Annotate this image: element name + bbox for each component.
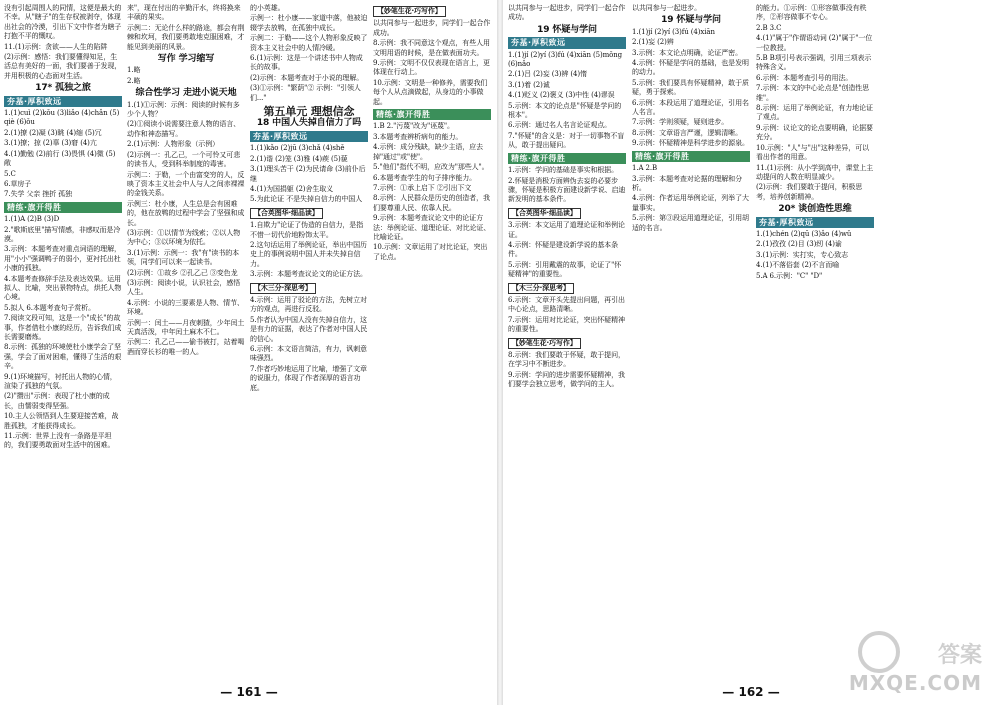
lesson-heading: 18 中国人失掉自信力了吗 xyxy=(256,118,362,129)
answer-item: (3)示例：阅读小说，认识社会，感悟人生。 xyxy=(127,278,241,297)
answer-item: 11.(1)示例：贪欲——人生的陷阱 xyxy=(4,42,108,51)
answer-item: 3.(1)着 (2)诚 xyxy=(508,80,550,89)
answer-item: 8.示例：文章语言严谨，逻辑清晰。 xyxy=(632,128,742,137)
answer-item: 2.(1)撩 (2)凝 (3)眺 (4)缩 (5)冗 xyxy=(4,128,102,137)
answer-item: 2.(1)谐 (2)笼 (3)雅 (4)蒺 (5)藐 xyxy=(250,154,348,163)
answer-item: 8.示例：孤独的环境使杜小康学会了坚强，学会了面对困难，懂得了生活的艰辛。 xyxy=(4,343,122,371)
watermark-glyph: 答案 xyxy=(937,643,982,668)
answer-item: 9.(1)环境描写，衬托出人物的心情，渲染了孤独的气氛。 xyxy=(4,372,117,391)
answer-item: (2)示例一：孔乙己，一个可怜又可悲的读书人，受到科举制度的毒害。 xyxy=(127,150,241,169)
answer-item: 1.(1)A (2)B (3)D xyxy=(4,215,60,224)
answer-item: 9.示例：议论文的论点要明确，论据要充分。 xyxy=(756,123,873,142)
answer-item: 6.示例：本题考查引号的用法。 xyxy=(756,73,853,82)
answer-item: (2)示例：我们要敢于提问，积极思考，培养创新精神。 xyxy=(756,183,863,201)
answer-item: 1.(1)jí (2)yí (3)fú (4)xiān xyxy=(632,27,715,36)
answer-item: 6.草房子 xyxy=(4,179,32,188)
subsection-tag: 【合英图华·细品读】 xyxy=(250,208,323,219)
answer-item: 7."怀疑"的含义是：对于一切事物不盲从，敢于提出疑问。 xyxy=(508,131,625,150)
answer-item: (2)示例：①故乡 ②孔乙己 ③变色龙 xyxy=(127,268,238,277)
answer-item: 9.示例：学问的进步需要怀疑精神，我们要学会独立思考，做学问的主人。 xyxy=(508,370,625,389)
answer-item: 7.示例：学则须疑，疑则进步。 xyxy=(632,118,729,127)
answer-item: (2)示例：感悟：我们要懂得知足，生活总有美好的一面，我们要善于发现，并用积极的心态面对生活。 xyxy=(4,53,122,80)
answer-item: 5.作者认为中国人没有失掉自信力，这是有力的证据，表达了作者对中国人民的信心。 xyxy=(250,315,368,343)
answer-item: 3.(1)示例：示例一：我"有"读书的本领，同学们可以来一起读书。 xyxy=(127,248,240,267)
answer-item: 4.(1)不落俗套 (2)不言而喻 xyxy=(756,261,840,270)
answer-item: 7.失学 父亲 挫折 孤独 xyxy=(4,190,73,199)
answer-item: (2)"攒出"示例：表现了杜小康的成长，由懦弱变得坚强。 xyxy=(4,392,110,410)
section-banner: 夯基·厚积致远 xyxy=(508,37,626,48)
answer-item: 示例一：杜小康——家道中落，他被迫辍学去放鸭，在孤独中成长。 xyxy=(250,14,368,32)
answer-item: 2.(1)孜孜 (2)目 (3)纫 (4)谕 xyxy=(756,240,842,249)
answer-item: 1.示例：学问的基础是事实和根据。 xyxy=(508,166,618,175)
answer-item: 2.B 3.C xyxy=(756,23,782,32)
answer-item: 1.(1)jí (2)yí (3)fú (4)xiān (5)mǒng (6)nǎo xyxy=(508,50,623,69)
right-column-3 xyxy=(756,4,874,282)
left-column-2 xyxy=(127,4,245,358)
right-page xyxy=(502,0,1000,705)
answer-item: 6.示例：文章开头先提出问题，再引出中心论点，思路清晰。 xyxy=(508,295,625,314)
answer-item: 7.示例：①承上启下 ②引出下文 xyxy=(373,183,472,192)
answer-item: 2."歌斯底里"描写情感，非感叹而是冷漠。 xyxy=(4,225,121,243)
answer-item: 1.略 xyxy=(127,66,141,75)
answer-item: 2.怀疑是消极方面辨伪去妄的必要步骤，怀疑是积极方面建设新学说、启迪新发明的基本条件。 xyxy=(508,176,626,204)
answer-item: 2.略 xyxy=(127,76,141,85)
answer-item: 5.拟人 6.本题考查句子赏析。 xyxy=(4,303,95,312)
right-column-1 xyxy=(508,4,626,391)
text-block: 的能力。①示例：①形容做事没有秩序，②形容做事不专心。 xyxy=(756,4,867,22)
page-number: — 162 — xyxy=(722,685,780,699)
section-banner: 精练·旗开得胜 xyxy=(508,153,626,164)
answer-item: 3.示例：本题考查对论据的理解和分析。 xyxy=(632,174,742,192)
text-block: 没有引起周围人的同情，这便是最大的不幸。从"瞎子"的生存权被剥夺，体现出社会的冷漠，引出下文中作者为瞎子打抱不平的慨叹。 xyxy=(4,4,122,41)
answer-item: 5.B B项引号表示强调，引用三项表示特殊含义。 xyxy=(756,54,872,72)
answer-item: 8.示例：运用了举例论证，有力地论证了观点。 xyxy=(756,104,873,122)
answer-item: 2.(1)示例：人物形象（示例） xyxy=(127,140,219,149)
answer-item: 3.示例：本文论点明确，论证严密。 xyxy=(632,48,742,57)
answer-item: (3)①示例："繁荫"② 示例："引领人们..." xyxy=(250,84,361,102)
left-column-1 xyxy=(4,4,122,452)
answer-item: 8.示例：我们要敢于怀疑，敢于提问，在学习中不断进步。 xyxy=(508,351,625,369)
section-banner: 精练·旗开得胜 xyxy=(632,151,750,162)
answer-item: 4.本题考查修辞手法及表达效果。运用拟人、比喻，突出景物特点，烘托人物心境。 xyxy=(4,274,122,302)
text-block: 的小英雄。 xyxy=(250,4,285,12)
answer-item: 4.(1)为国捐躯 (2)舍生取义 xyxy=(250,184,334,193)
answer-item: 6.示例：本段运用了道理论证，引用名人名言。 xyxy=(632,98,749,117)
answer-item: 4.(1)"属于"作谓语动词 (2)"属于"一位一位教授。 xyxy=(756,34,873,52)
answer-item: 5."他们"指代不明，应改为"那些人"。 xyxy=(373,163,489,172)
answer-item: 示例二：无论什么样的路途，都会有荆棘和坎坷，我们要勇敢地克服困难，才能见到美丽的风景。 xyxy=(127,23,245,51)
answer-item: 6.本题考查学生的句子排序能力。 xyxy=(373,173,477,182)
answer-item: 9.示例：文明不仅仅表现在语言上，更体现在行动上。 xyxy=(373,59,490,77)
answer-item: (2)①阅读小说需要注意人物的语言、动作和神态描写。 xyxy=(127,120,241,138)
answer-item: 5.C xyxy=(4,169,16,178)
answer-item: 11.(1)示例：从小学到高中，课堂上主动提问的人数在明显减少。 xyxy=(756,163,874,181)
lesson-heading: 19 怀疑与学问 xyxy=(661,15,721,26)
answer-item: 示例二：于勒，一个由富变穷的人，反映了资本主义社会中人与人之间赤裸裸的金钱关系。 xyxy=(127,170,245,198)
answer-item: 5.示例：本文的论点是"怀疑是学问的根本"。 xyxy=(508,101,622,120)
answer-item: 5.A 6.示例："C" "D" xyxy=(756,271,823,280)
answer-item: 示例二：孔乙己——偷书被打，站着喝酒而穿长衫的唯一的人。 xyxy=(127,338,245,356)
section-banner: 精练·旗开得胜 xyxy=(373,109,491,120)
answer-item: 3.示例：本题考查对重点词语的理解，用"小小"强调鸭子的弱小，更衬托出杜小康的孤独。 xyxy=(4,245,121,273)
subsection-tag: 【妙笔生花·巧写作】 xyxy=(508,338,581,349)
answer-item: 4.示例：成分残缺，缺少主语，应去掉"通过"或"使"。 xyxy=(373,143,483,161)
answer-item: 1.(1)cuì (2)kǒu (3)liǎo (4)chǎn (5)qiè (6)ǒu xyxy=(4,109,120,127)
answer-item: 6.(1)示例：这是一个讲述书中人物成长的故事。 xyxy=(250,54,363,72)
answer-item: 10.示例：文章运用了对比论证，突出了论点。 xyxy=(373,243,488,261)
answer-item: 7.示例：运用对比论证，突出怀疑精神的重要性。 xyxy=(508,315,625,334)
answer-item: 1.(1)chén (2)qū (3)ǎo (4)wǔ xyxy=(756,229,852,238)
answer-item: 2.(1)吕 (2)妄 (3)辨 (4)惰 xyxy=(508,70,587,79)
answer-item: 10.主人公领悟到人生要迎接苦难，战胜孤独，才能获得成长。 xyxy=(4,412,119,430)
unit-title: 第五单元 理想信念 xyxy=(263,105,355,119)
watermark-circle-icon xyxy=(858,631,900,673)
answer-item: 5.示例：我们要具有怀疑精神，敢于质疑，勇于探索。 xyxy=(632,78,749,97)
answer-item: 1.B 2."污蔑"改为"诬蔑"。 xyxy=(373,122,454,131)
answer-item: 4.(1)勤勉 (2)前行 (3)畏惧 (4)微 (5)敞 xyxy=(4,149,116,168)
left-page xyxy=(0,0,498,705)
lesson-heading: 19 怀疑与学问 xyxy=(537,24,597,35)
answer-item: 示例三：杜小康，人生总是会有困难的，他在放鸭的过程中学会了坚强和成长。 xyxy=(127,199,245,227)
answer-item: 11.示例：世界上没有一条路是平坦的，我们要勇敢面对生活中的困难。 xyxy=(4,432,115,450)
answer-item: 1.自欺力"论证了伪造的自信力，是指不惜一切代价地粉饰太平。 xyxy=(250,221,364,239)
answer-item: 示例二：于勒——这个人物形象反映了资本主义社会中的人情冷暖。 xyxy=(250,34,368,52)
answer-item: 8.示例：人民群众是历史的创造者，我们要尊重人民、依靠人民。 xyxy=(373,194,490,212)
text-block: 来"，现在付出的辛勤汗水，终将换来丰硕的果实。 xyxy=(127,4,241,22)
answer-item: 7.示例：本文的中心论点是"创造性思维"。 xyxy=(756,84,870,102)
lesson-heading: 综合性学习 走进小说天地 xyxy=(135,88,237,99)
left-column-4 xyxy=(373,4,491,263)
answer-item: 示例一：闰土——月夜刺猹，少年闰土天真活泼，中年闰土麻木不仁。 xyxy=(127,318,245,336)
answer-item: 7.阅读文段可知，这是一个"成长"的故事，作者借杜小康的经历，告诉我们成长需要磨炼。 xyxy=(4,314,122,341)
section-banner: 夯基·厚积致远 xyxy=(250,131,368,142)
text-block: 以共同参与一起进步，同学们一起合作成功。 xyxy=(508,4,626,22)
text-block: 以共同参与一起进步。 xyxy=(632,4,701,12)
right-column-2 xyxy=(632,4,750,234)
answer-item: 4.(1)贬义 (2)褒义 (3)中性 (4)谬误 xyxy=(508,91,615,100)
page-number: — 161 — xyxy=(220,685,278,699)
answer-item: 7.作者巧妙地运用了比喻，增强了文章的说服力，体现了作者深厚的语言功底。 xyxy=(250,364,367,392)
subsection-tag: 【妙笔生花·巧写作】 xyxy=(373,6,446,17)
answer-item: 4.示例：运用了驳论的方法，先树立对方的观点，再进行反驳。 xyxy=(250,295,367,314)
answer-item: 5.示例：引用戴震的故事，论证了"怀疑精神"的重要性。 xyxy=(508,260,622,279)
answer-item: 1.(1)①示例：示例：阅读的时候有多少个人物？ xyxy=(127,100,240,119)
answer-item: 1.(1)kǎo (2)jū (3)chǎ (4)shě xyxy=(250,144,345,153)
answer-item: 4.示例：小说的三要素是人物、情节、环境。 xyxy=(127,298,244,317)
left-column-3 xyxy=(250,4,368,394)
answer-item: 8.示例：我不同意这个观点，有些人用文明用语的时候，是在做表面功夫。 xyxy=(373,39,490,57)
answer-item: 5.为此论证 不是失掉自信力的中国人 xyxy=(250,195,363,204)
answer-item: 9.示例：本题考查议论文中的论证方法：举例论证、道理论证、对比论证、比喻论证。 xyxy=(373,214,491,241)
answer-item: (3)示例：①以情节为线索；②以人物为中心；③以环境为依托。 xyxy=(127,228,241,247)
answer-item: (2)示例：本题考查对于小说的理解。 xyxy=(250,73,364,82)
lesson-heading: 20* 谈创造性思维 xyxy=(778,204,852,215)
watermark-logo xyxy=(842,631,992,701)
text-block: 以共同参与一起进步，同学们一起合作成功。 xyxy=(373,19,491,37)
answer-item: 4.示例：怀疑是建设新学说的基本条件。 xyxy=(508,240,618,259)
answer-item: 5.示例：第③段运用道理论证，引用胡适的名言。 xyxy=(632,214,749,232)
answer-item: 3.(1)示例：实打实，专心致志 xyxy=(756,250,848,259)
subsection-tag: 【木三分·深思考】 xyxy=(508,283,574,294)
subsection-tag: 【合英图华·细品读】 xyxy=(508,208,581,219)
subsection-tag: 【木三分·深思考】 xyxy=(250,283,316,294)
answer-item: 3.示例：本文运用了道理论证和举例论证。 xyxy=(508,221,625,239)
answer-item: 6.示例：通过名人名言论证观点。 xyxy=(508,121,612,130)
answer-item: 3.(1)理头苦干 (2)为民请命 (3)前仆后继 xyxy=(250,165,366,183)
section-banner: 精练·旗开得胜 xyxy=(4,202,122,213)
section-banner: 夯基·厚积致远 xyxy=(4,96,122,107)
answer-item: 4.示例：作者运用举例论证，列举了大量事实。 xyxy=(632,194,749,212)
section-banner: 夯基·厚积致远 xyxy=(756,217,874,228)
answer-item: 2.(1)妄 (2)辨 xyxy=(632,38,674,47)
answer-item: 3.示例：本题考查议论文的论证方法。 xyxy=(250,270,367,279)
answer-item: 10.示例：文明是一种修养，需要我们每个人从点滴做起，从身边的小事做起。 xyxy=(373,78,488,106)
watermark-glyph: MXQE.COM xyxy=(848,671,982,695)
answer-item: 3.(1)撩；掠 (2)辜 (3)窘 (4)亢 xyxy=(4,139,97,148)
answer-item: 6.示例：本文语言简洁，有力，讽刺意味强烈。 xyxy=(250,345,367,363)
answer-item: 10.示例："人"与"出"这种差异，可以看出作者的用意。 xyxy=(756,143,870,162)
answer-item: 9.示例：怀疑精神是科学进步的源泉。 xyxy=(632,139,749,148)
answer-item: 2.这句话运用了举例论证，举出中国历史上的事例说明中国人并未失掉自信力。 xyxy=(250,240,367,268)
answer-item: 3.本题考查辨析病句的能力。 xyxy=(373,132,463,141)
lesson-heading: 写作 学习缩写 xyxy=(157,54,215,65)
lesson-heading: 17* 孤独之旅 xyxy=(35,83,91,94)
answer-item: 4.示例：怀疑是学问的基础，也是发明的动力。 xyxy=(632,59,749,77)
answer-item: 1.A 2.B xyxy=(632,164,658,173)
